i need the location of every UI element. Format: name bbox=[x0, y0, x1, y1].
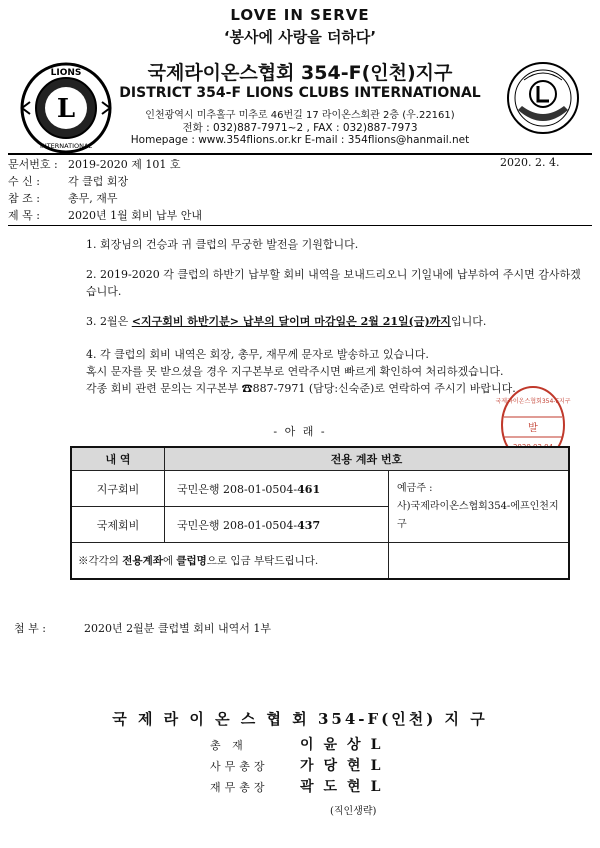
web-email: Homepage : www.354flions.or.kr E-mail : 354flions@hanmail.net bbox=[130, 134, 470, 146]
signature-row bbox=[210, 755, 450, 775]
row-account-suffix: 461 bbox=[297, 482, 321, 496]
row-bank: 국민은행 208-01-0504- bbox=[177, 518, 298, 532]
tel-fax: 전화 : 032)887-7971~2 , FAX : 032)887-7973 bbox=[182, 122, 418, 134]
meta-divider bbox=[8, 225, 592, 226]
note-prefix: ※각각의 bbox=[78, 554, 123, 567]
logo-text-bottom: INTERNATIONAL bbox=[39, 142, 93, 150]
paragraph-3-prefix: 3. 2월은 bbox=[86, 315, 132, 328]
signature-org: 국 제 라 이 온 스 협 회 354-F(인천) 지 구 bbox=[112, 710, 488, 728]
attachment-label: 첨 부 : bbox=[14, 622, 46, 635]
signature-mark: L bbox=[370, 737, 391, 753]
paragraph-4-line1: 4. 각 클럽의 회비 내역은 회장, 총무, 재무께 문자로 발송하고 있습니다. bbox=[86, 348, 429, 361]
paragraph-3-highlight: <지구회비 하반기분> 납부의 달이며 마감일은 2월 21일(금)까지 bbox=[131, 315, 451, 328]
subject-row bbox=[8, 207, 202, 223]
header-item: 내 역 bbox=[71, 447, 165, 471]
signature-mark: L bbox=[370, 758, 391, 774]
signature-role: 재무총장 bbox=[210, 781, 269, 794]
table-row bbox=[71, 471, 569, 507]
recipient: 각 클럽 회장 bbox=[68, 175, 129, 188]
recipient-row bbox=[8, 173, 128, 189]
table-header-row bbox=[71, 447, 569, 471]
stamp-org: 국제라이온스협회354-F지구 bbox=[495, 398, 571, 405]
seal-omitted-note: (직인생략) bbox=[330, 806, 377, 817]
section-heading: - 아 래 - bbox=[273, 425, 327, 438]
recipient-label: 수 신 : bbox=[8, 175, 40, 188]
note-bold-2: 클럽명 bbox=[176, 554, 207, 567]
lions-logo-icon bbox=[20, 62, 112, 154]
signature-row bbox=[210, 776, 450, 796]
signature-name: 이윤상 bbox=[300, 737, 371, 753]
depositor-cell bbox=[389, 471, 570, 543]
subject: 2020년 1월 회비 납부 안내 bbox=[68, 209, 202, 222]
paragraph-3 bbox=[86, 313, 586, 330]
table-note-empty bbox=[389, 543, 570, 579]
row-bank: 국민은행 208-01-0504- bbox=[177, 482, 298, 496]
signature-name: 가당현 bbox=[300, 758, 371, 774]
note-mid: 에 bbox=[162, 554, 177, 567]
cc-row bbox=[8, 190, 118, 206]
account-table bbox=[70, 446, 570, 580]
doc-number-label: 문서번호 : bbox=[8, 158, 58, 171]
stamp-mark: 발 bbox=[528, 423, 538, 434]
doc-number: 2019-2020 제 101 호 bbox=[68, 158, 181, 171]
header-divider bbox=[8, 153, 592, 155]
signature-name: 곽도현 bbox=[300, 779, 371, 795]
motto-ko: ‘봉사에 사랑을 더하다’ bbox=[223, 28, 377, 46]
row-item: 국제회비 bbox=[71, 507, 165, 543]
motto-en: LOVE IN SERVE bbox=[230, 6, 370, 24]
depositor-label: 예금주 : bbox=[397, 482, 433, 494]
doc-number-row bbox=[8, 156, 180, 172]
row-account-suffix: 437 bbox=[297, 518, 321, 532]
row-account bbox=[165, 507, 389, 543]
signature-row bbox=[210, 734, 450, 754]
paragraph-4-line2: 혹시 문자를 못 받으셨을 경우 지구본부로 연락주시면 빠르게 확인하여 처리하겠습니다. bbox=[86, 365, 504, 378]
org-name-ko: 국제라이온스협회 354-F(인천)지구 bbox=[147, 62, 453, 84]
paragraph-4-line3: 각종 회비 관련 문의는 지구본부 ☎887-7971 (담당:신숙준)로 연락하여 주시기 바랍니다. bbox=[86, 382, 516, 395]
table-note bbox=[71, 543, 389, 579]
signature-role: 총 재 bbox=[210, 739, 247, 752]
paragraph-3-suffix: 입니다. bbox=[450, 315, 487, 328]
paragraph-1: 1. 회장님의 건승과 귀 클럽의 무궁한 발전을 기원합니다. bbox=[86, 238, 359, 251]
table-note-row bbox=[71, 543, 569, 579]
row-item: 지구회비 bbox=[71, 471, 165, 507]
address: 인천광역시 미추홀구 미추로 46번길 17 라이온스회관 2층 (우.22161) bbox=[145, 110, 455, 121]
row-account bbox=[165, 471, 389, 507]
paragraph-2: 2. 2019-2020 각 클럽의 하반기 납부할 회비 내역을 보내드리오니 기일내에 납부하여 주시면 감사하겠습니다. bbox=[86, 268, 581, 298]
signature-role: 사무총장 bbox=[210, 760, 269, 773]
note-bold-1: 전용계좌 bbox=[122, 554, 163, 567]
header-account: 전용 계좌 번호 bbox=[165, 447, 570, 471]
logo-text-top: LIONS bbox=[50, 68, 82, 78]
attachment-row bbox=[14, 620, 271, 636]
cc: 총무, 재무 bbox=[68, 192, 118, 205]
signature-mark: L bbox=[370, 779, 391, 795]
logo-letter: L bbox=[56, 94, 76, 124]
org-name-en: DISTRICT 354-F LIONS CLUBS INTERNATIONAL bbox=[119, 85, 481, 101]
attachment-text: 2020년 2월분 클럽별 회비 내역서 1부 bbox=[84, 622, 271, 635]
district-emblem-icon bbox=[504, 60, 582, 140]
cc-label: 참 조 : bbox=[8, 192, 40, 205]
depositor: 사)국제라이온스협회354-에프인천지구 bbox=[397, 500, 559, 530]
subject-label: 제 목 : bbox=[8, 209, 40, 222]
doc-date: 2020. 2. 4. bbox=[500, 156, 560, 169]
note-suffix: 으로 입금 부탁드립니다. bbox=[206, 554, 319, 567]
